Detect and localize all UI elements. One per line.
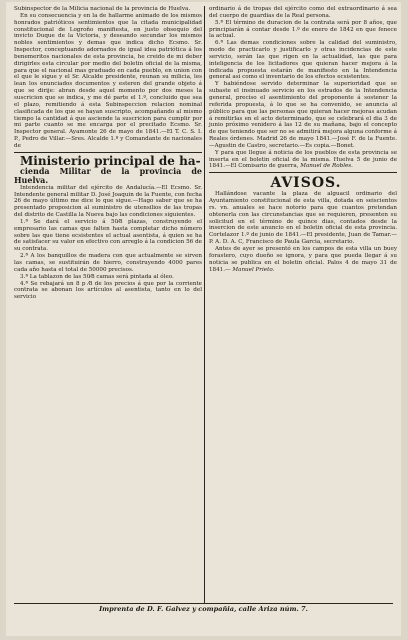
continuation-paragraph: ordinario á de tropas del ejército como del extraordinario á sea del cuerpo de guardias de la Real persona. bbox=[209, 6, 397, 19]
aviso-buey bbox=[209, 246, 397, 273]
avisos-divider bbox=[209, 172, 397, 173]
section-title-line-1: Ministerio principal de ha- bbox=[20, 153, 201, 168]
condition-5: 5.ª El término de duracion de la contrata será por 8 años, que principiarán á contar desde 1.º de enero de 1842 en que fenece la actual. bbox=[209, 19, 397, 40]
column-rule bbox=[204, 6, 205, 603]
footer-rule bbox=[14, 603, 393, 604]
insertion-paragraph bbox=[209, 150, 397, 171]
condition-4: 4.ª Se rebajará un 8 p ⁄8 de los precios á que por la corriente contrata se abonan los artículos al asentista, tanto en lo del servicio bbox=[14, 280, 202, 301]
section-title-line-2: cienda Militar de la provincia de Huelva. bbox=[14, 165, 202, 185]
section-divider bbox=[14, 152, 202, 153]
avisos-title: AVISOS. bbox=[270, 175, 342, 192]
subasta-paragraph: Y habiéndose servido determinar la superioridad que se subaste el insinuado servicio en los estrados de la Intendencia general, preciso el asentimiento del proponente á sostener la referida propuesta, á lo que se ha convenido, se anuncia al público para que las personas que quieran hacer mejoras acudan á remitirlas en el acto determinado, que se celebrará el dia 3 de junio próximo venidero á las 12 de su mañana, bajo el concepto de que teniendo que ser no se admitirá mejora alguna conforme á Reales órdenes. Madrid 26 de mayo 1841.—José F. de la Fuente.—Agustin de Castro, secretario.—Es copia.—Bonet. bbox=[209, 81, 397, 149]
condition-3: 3.ª La tablazon de las 50⁄8 camas será pintada al óleo. bbox=[20, 273, 174, 280]
condition-1: 1.ª Se dará el servicio á 50⁄8 plazas, construyendo el empresario las camas que falten hasta completar dicho número sobre las que tiene ecsistentes el actual asentista, á quien se ha de satisfacer su valor en efectivo con arreglo á la condicion 56 de su contrata. bbox=[14, 218, 202, 253]
condition-6: 6.ª Las demas condiciones sobre la calidad del suministro, modo de practicarlo y justificarlo y otras incidencias de este servicio, serán las que rigen en la actualidad, las que para inteligencia de los licitadores que quieran hacer mejora á la indicada propuesta estarán de manifiesto en la Intendencia general asi como el inventario de los efectos ecsistentes. bbox=[209, 40, 397, 81]
aviso-alguacil: Hallándose vacante la plaza de alguacil ordinario del Ayuntamiento constitucional de esta villa, dotada en seiscientos rs. vn. anuales se hace notorio para que cuantos pretendan obtenerla con las circunstancias que se requieren, presenten su solicitud en el término de quince dias, contados desde la insercion de este anuncio en el boletin oficial de esta provincia. Cortelazor 1.º de junio de 1841.—El presidente, Juan de Tamar.—P. A. D. A. C, Francisco de Paula Garcia, secretario. bbox=[209, 191, 397, 246]
insertion-text: Y para que llegue á noticia de los pueblos de esta provincia se inserta en el boletin oficial de la misma. Huelva 5 de junio de 1841.—El Comisario de guerra, bbox=[209, 149, 397, 170]
intendencia-paragraph: Intendencia militar del ejército de Andalucía.—El Ecsmo. Sr. Intendente general militar D. José Joaquin de la Fuente, con fecha 26 de mayo último me dice lo que sigue.—Hago saber que se ha presentado proposicion al suministro de utensilios de las tropas del distrito de Castilla la Nueva bajo las condiciones siguientes. bbox=[14, 184, 203, 219]
signature-robles: Manuel de Robles. bbox=[300, 163, 353, 170]
right-column bbox=[209, 6, 397, 273]
condition-2: 2.ª A los banquillos de madera con que actualmente se sirven las camas, se sustituirán de hierro, construyendo 4000 pares cada año hasta el total de 50000 precisos. bbox=[14, 253, 202, 273]
aviso-buey-text: Antes de ayer se presentó en los campos de esta villa un buey forastero, cuyo dueño se ignora, y para que pueda llegar á su noticia se publica en el boletin oficial. Palos 4 de mayo 31 de 1841.— bbox=[209, 246, 397, 273]
printer-imprint: Imprenta de D. F. Galvez y compañia, calle Ariza núm. 7. bbox=[99, 605, 308, 613]
signature-prieto: Manuel Prieto. bbox=[232, 266, 275, 273]
newspaper-page bbox=[6, 2, 401, 636]
left-column bbox=[14, 6, 202, 301]
intro-heading-line: Subinspector de la Milicia nacional de la provincia de Huelva. bbox=[14, 6, 191, 12]
circular-paragraph: En su consecuencia y en la de hallarme animado de los mismos honrados patrióticos sentimientos que la citada municipalidad constitucional de Logroño manifiesta, en justo obsequio del invicto Duque de la Victoria, y deseando secundar los mismos nobles sentimientos y demas que indica dicho Ecsmo. Sr. Inspector, conceptuando adornados de igual idea patriótica á los benemeritos nacionales de esta provincia, he creido de mi deber dirigirles esta circular por medio del boletin oficial de la misma, para que el nacional mas graduado en cada pueblo, en union con el que le sigue y el Sr. Alcalde presidente, reunan su milicia, les lean los enunciados documentos y esteren del grande objeto á que se dirije: abran desde aquel momento por dos meses la suscricion que se indica, y me dé parte el 1.º, concluido que sea el plazo, remitiendo á esta Subinspeccion relacion nominal clasificada de los que se hayan suscripto, acompañando al mismo tiempo la cantidad á que asciende la suscricion para cumplir por mi parte cuanto se me encarga por el precitado Ecsmo. Sr. Inspector general. Ayamonte 26 de mayo de 1841.—El T. C. S. I. P., Pedro de Villar.—Sres. Alcalde 1.º y Comandante de nacionales de bbox=[14, 12, 202, 149]
